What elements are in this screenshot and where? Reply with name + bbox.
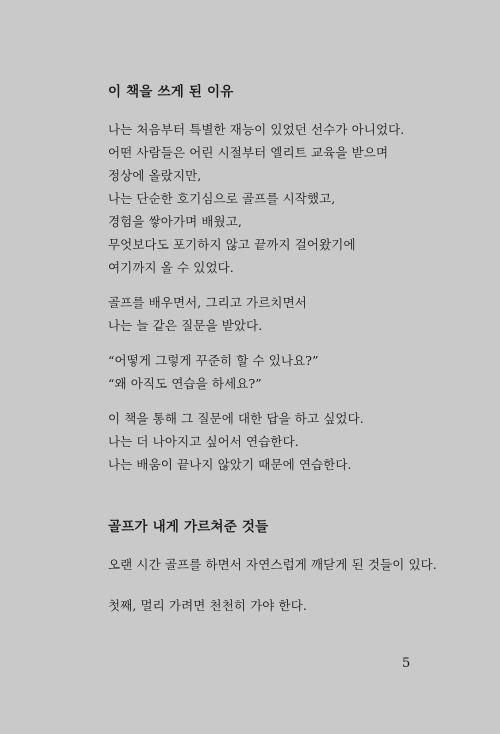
body-line: 정상에 올랐지만, [108, 168, 202, 183]
body-line: 나는 처음부터 특별한 재능이 있었던 선수가 아니었다. [108, 122, 405, 137]
body-line: 나는 늘 같은 질문을 받았다. [108, 318, 263, 333]
body-line: 나는 단순한 호기심으로 골프를 시작했고, [108, 191, 336, 206]
body-line: 무엇보다도 포기하지 않고 끝까지 걸어왔기에 [108, 237, 356, 252]
body-line: 나는 더 나아지고 싶어서 연습한다. [108, 434, 299, 449]
quote-line: “어떻게 그렇게 꾸준히 할 수 있나요?” [108, 353, 319, 368]
body-line: 이 책을 통해 그 질문에 대한 답을 하고 싶었다. [108, 411, 364, 426]
section-heading-lessons: 골프가 내게 가르쳐준 것들 [108, 519, 269, 535]
page-number: 5 [402, 656, 411, 671]
body-line: 어떤 사람들은 어린 시절부터 엘리트 교육을 받으며 [108, 145, 389, 160]
body-line: 여기까지 올 수 있었다. [108, 260, 234, 275]
section-heading-reason: 이 책을 쓰게 된 이유 [108, 84, 234, 100]
body-line: 오랜 시간 골프를 하면서 자연스럽게 깨닫게 된 것들이 있다. [108, 557, 437, 572]
body-line: 골프를 배우면서, 그리고 가르치면서 [108, 295, 307, 310]
quote-line: “왜 아직도 연습을 하세요?” [108, 376, 262, 391]
body-line: 첫째, 멀리 가려면 천천히 가야 한다. [108, 598, 307, 613]
body-line: 나는 배움이 끝나지 않았기 때문에 연습한다. [108, 457, 352, 472]
body-line: 경험을 쌓아가며 배웠고, [108, 214, 242, 229]
